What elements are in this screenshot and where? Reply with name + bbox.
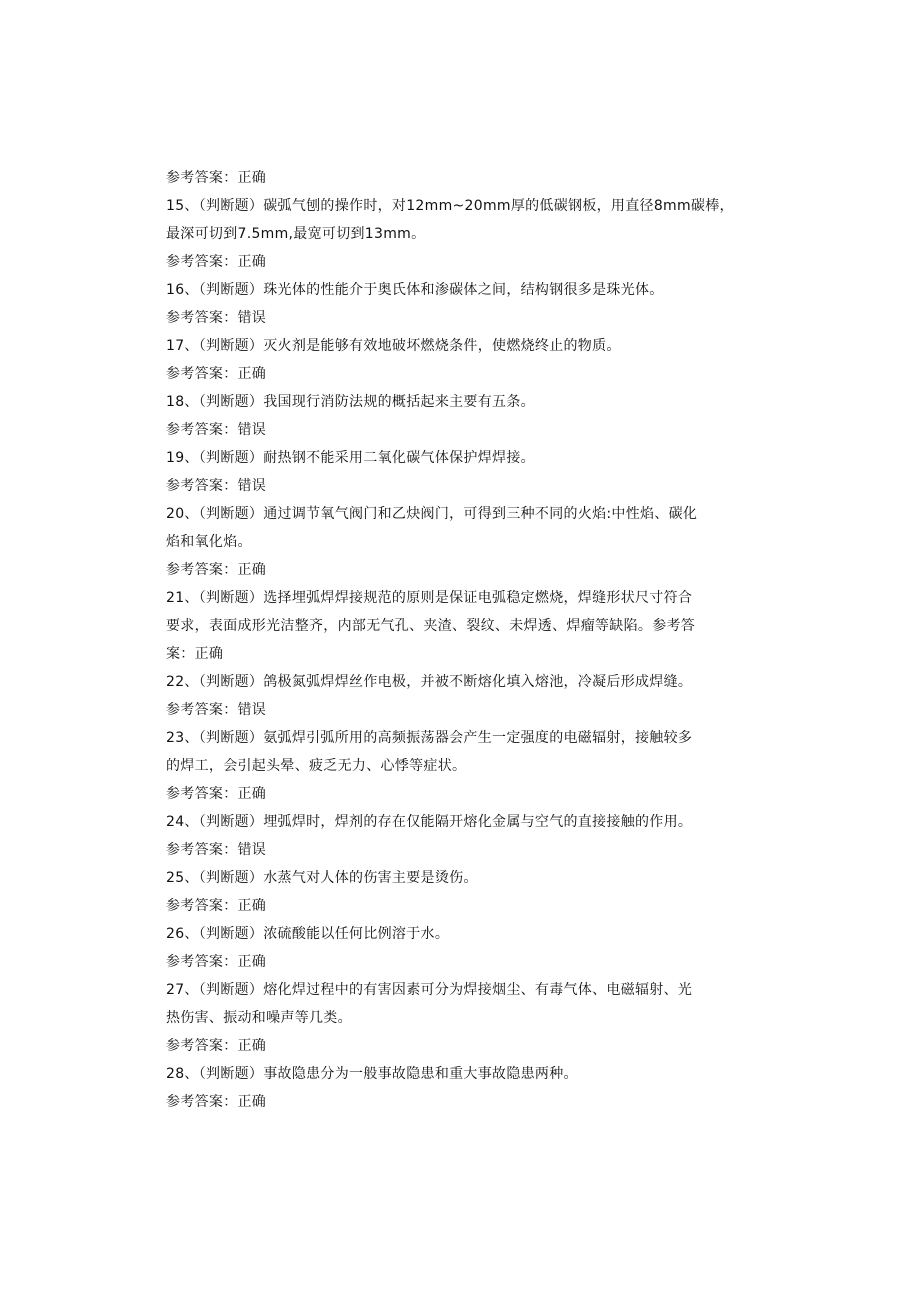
document-page <box>166 164 756 1116</box>
question-27-line-1: 27、（判断题）熔化焊过程中的有害因素可分为焊接烟尘、有毒气体、电磁辐射、光 <box>166 982 693 998</box>
answer-26: 参考答案：正确 <box>166 954 267 970</box>
question-28: 28、（判断题）事故隐患分为一般事故隐患和重大事故隐患两种。 <box>166 1066 578 1082</box>
answer-24: 参考答案：错误 <box>166 842 267 858</box>
question-18: 18、（判断题）我国现行消防法规的概括起来主要有五条。 <box>166 394 535 410</box>
question-27-line-2: 热伤害、振动和噪声等几类。 <box>166 1010 352 1026</box>
question-26: 26、（判断题）浓硫酸能以任何比例溶于水。 <box>166 926 450 942</box>
question-19: 19、（判断题）耐热钢不能采用二氧化碳气体保护焊焊接。 <box>166 450 535 466</box>
question-21-line-2: 要求，表面成形光洁整齐，内部无气孔、夹渣、裂纹、未焊透、焊瘤等缺陷。参考答 <box>166 618 696 634</box>
question-15-line-2: 最深可切到7.5mm,最宽可切到13mm。 <box>166 226 426 242</box>
answer-20: 参考答案：正确 <box>166 562 267 578</box>
question-23-line-1: 23、（判断题）氨弧焊引弧所用的高频振荡器会产生一定强度的电磁辐射，接触较多 <box>166 730 693 746</box>
question-25: 25、（判断题）水蒸气对人体的伤害主要是烫伤。 <box>166 870 478 886</box>
question-21-line-1: 21、（判断题）选择埋弧焊焊接规范的原则是保证电弧稳定燃烧，焊缝形状尺寸符合 <box>166 590 693 606</box>
question-20-line-1: 20、（判断题）通过调节氧气阀门和乙炔阀门，可得到三种不同的火焰:中性焰、碳化 <box>166 506 698 522</box>
question-22: 22、（判断题）鸽极氮弧焊焊丝作电极，并被不断熔化填入熔池，冷凝后形成焊缝。 <box>166 674 693 690</box>
answer-16: 参考答案：错误 <box>166 310 267 326</box>
answer-19: 参考答案：错误 <box>166 478 267 494</box>
answer-17: 参考答案：正确 <box>166 366 267 382</box>
answer-23: 参考答案：正确 <box>166 786 267 802</box>
question-20-line-2: 焰和氧化焰。 <box>166 534 252 550</box>
answer-27: 参考答案：正确 <box>166 1038 267 1054</box>
answer-line: 参考答案：正确 <box>166 170 267 186</box>
question-17: 17、（判断题）灭火剂是能够有效地破坏燃烧条件，使燃烧终止的物质。 <box>166 338 621 354</box>
answer-18: 参考答案：错误 <box>166 422 267 438</box>
answer-28: 参考答案：正确 <box>166 1094 267 1110</box>
question-24: 24、（判断题）埋弧焊时，焊剂的存在仅能隔开熔化金属与空气的直接接触的作用。 <box>166 814 693 830</box>
answer-22: 参考答案：错误 <box>166 702 267 718</box>
question-23-line-2: 的焊工，会引起头晕、疲乏无力、心悸等症状。 <box>166 758 467 774</box>
answer-15: 参考答案：正确 <box>166 254 267 270</box>
question-15-line-1: 15、（判断题）碳弧气刨的操作时，对12mm~20mm厚的低碳钢板，用直径8mm碳棒， <box>166 198 734 214</box>
answer-25: 参考答案：正确 <box>166 898 267 914</box>
question-16: 16、（判断题）珠光体的性能介于奥氏体和渗碳体之间，结构钢很多是珠光体。 <box>166 282 664 298</box>
question-21-line-3: 案：正确 <box>166 646 224 662</box>
